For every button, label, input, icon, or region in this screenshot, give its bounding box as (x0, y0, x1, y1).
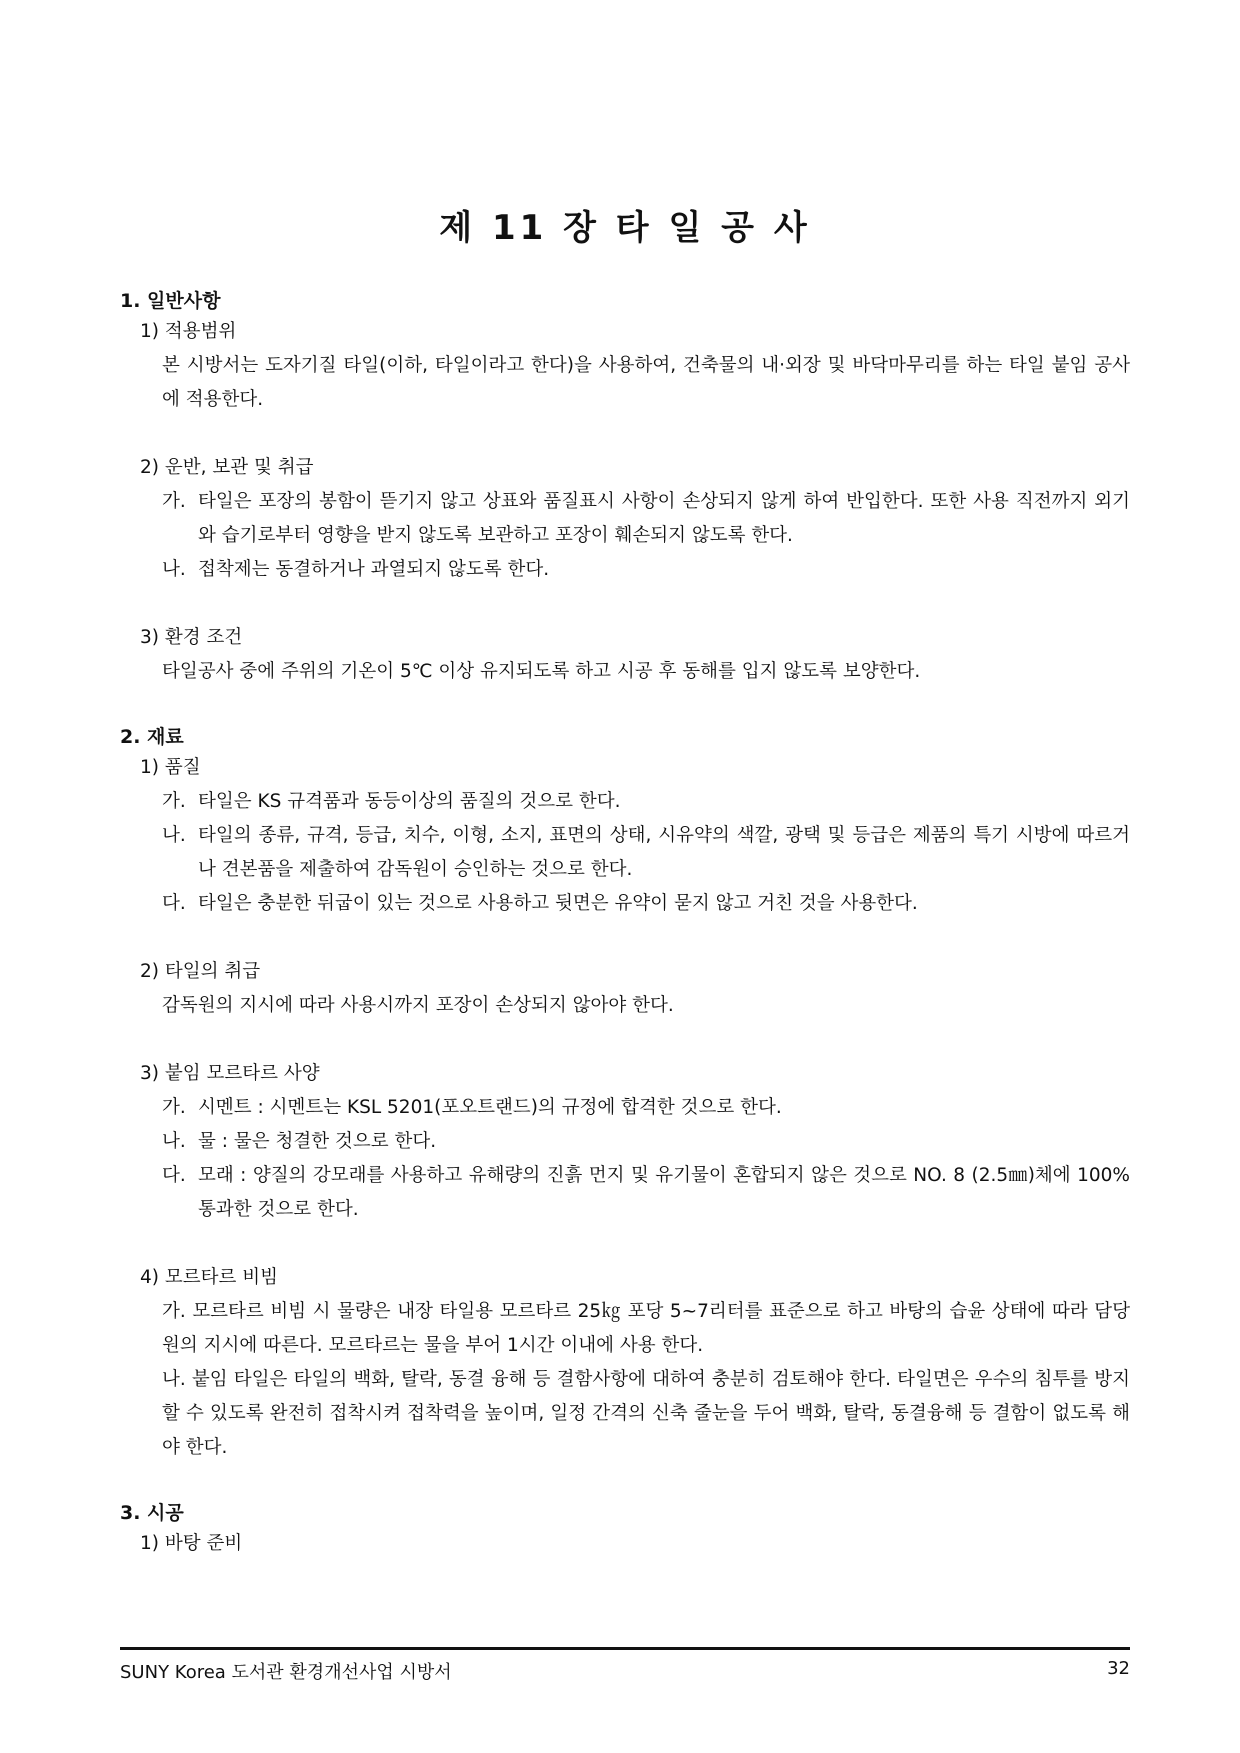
list-item (120, 785, 1130, 819)
subsection-heading-environment: 3) 환경 조건 (140, 627, 243, 648)
list-item (120, 887, 1130, 921)
list-item (120, 1295, 1130, 1363)
item-marker: 나. (162, 1369, 186, 1390)
page-number: 32 (1107, 1658, 1130, 1679)
item-marker: 다. (162, 893, 186, 914)
document-body (120, 287, 1130, 1561)
list-item (120, 1363, 1130, 1465)
item-marker: 나. (162, 825, 186, 846)
paragraph-environment: 타일공사 중에 주위의 기온이 5℃ 이상 유지되도록 하고 시공 후 동해를 입지 않도록 보양한다. (162, 661, 921, 682)
subsection-heading-tile-handling: 2) 타일의 취급 (140, 961, 261, 982)
item-marker: 나. (162, 1131, 186, 1152)
item-text: 타일의 종류, 규격, 등급, 치수, 이형, 소지, 표면의 상태, 시유약의 색깔, 광택 및 등급은 제품의 특기 시방에 따르거나 견본품을 제출하여 감독원이 승인하는 것으로 한다. (198, 825, 1130, 880)
item-text: 물 : 물은 청결한 것으로 한다. (198, 1131, 437, 1152)
list-item (120, 819, 1130, 887)
paragraph-scope: 본 시방서는 도자기질 타일(이하, 타일이라고 한다)을 사용하여, 건축물의 내·외장 및 바닥마무리를 하는 타일 붙임 공사에 적용한다. (162, 355, 1130, 410)
section-heading-construction: 3. 시공 (120, 1502, 184, 1524)
subsection-heading-substrate-prep: 1) 바탕 준비 (140, 1533, 243, 1554)
item-marker: 가. (162, 491, 186, 512)
item-text: 모르타르 비빔 시 물량은 내장 타일용 모르타르 25㎏ 포당 5~7리터를 표준으로 하고 바탕의 습윤 상태에 따라 담당원의 지시에 따른다. 모르타르는 물을 부어 1시간 이내에 사용 한다. (162, 1301, 1130, 1356)
item-text: 타일은 충분한 뒤굽이 있는 것으로 사용하고 뒷면은 유약이 묻지 않고 거친 것을 사용한다. (198, 893, 918, 914)
item-marker: 다. (162, 1165, 186, 1186)
item-text: 붙임 타일은 타일의 백화, 탈락, 동결 융해 등 결함사항에 대하여 충분히 검토해야 한다. 타일면은 우수의 침투를 방지 할 수 있도록 완전히 접착시켜 접착력을 높이며, 일정 간격의 신축 줄눈을 두어 백화, 탈락, 동결융해 등 결함이 없도록 해야 한다. (162, 1369, 1130, 1458)
footer-document-name: SUNY Korea 도서관 환경개선사업 시방서 (120, 1662, 452, 1683)
list-item (120, 1125, 1130, 1159)
item-marker: 가. (162, 1097, 186, 1118)
chapter-title: 제 11 장 타 일 공 사 (439, 208, 811, 248)
subsection-heading-scope: 1) 적용범위 (140, 321, 237, 342)
item-text: 타일은 포장의 봉함이 뜯기지 않고 상표와 품질표시 사항이 손상되지 않게 하여 반입한다. 또한 사용 직전까지 외기와 습기로부터 영향을 받지 않도록 보관하고 포장이 훼손되지 않도록 한다. (198, 491, 1130, 546)
list-item (120, 1091, 1130, 1125)
item-marker: 가. (162, 1301, 186, 1322)
section-heading-materials: 2. 재료 (120, 726, 184, 748)
subsection-heading-mortar-spec: 3) 붙임 모르타르 사양 (140, 1063, 320, 1084)
subsection-heading-handling: 2) 운반, 보관 및 취급 (140, 457, 314, 478)
list-item (120, 1159, 1130, 1227)
item-marker: 가. (162, 791, 186, 812)
item-text: 타일은 KS 규격품과 동등이상의 품질의 것으로 한다. (198, 791, 621, 812)
subsection-heading-mortar-mixing: 4) 모르타르 비빔 (140, 1267, 278, 1288)
section-heading-general: 1. 일반사항 (120, 290, 221, 312)
item-marker: 나. (162, 559, 186, 580)
footer-divider (120, 1647, 1130, 1650)
paragraph-tile-handling: 감독원의 지시에 따라 사용시까지 포장이 손상되지 않아야 한다. (162, 995, 674, 1016)
document-page (120, 0, 1130, 1753)
list-item (120, 485, 1130, 553)
item-text: 시멘트 : 시멘트는 KSL 5201(포오트랜드)의 규정에 합격한 것으로 한다. (198, 1097, 782, 1118)
item-text: 접착제는 동결하거나 과열되지 않도록 한다. (198, 559, 550, 580)
list-item (120, 553, 1130, 587)
item-text: 모래 : 양질의 강모래를 사용하고 유해량의 진흙 먼지 및 유기물이 혼합되지 않은 것으로 NO. 8 (2.5㎜)체에 100% 통과한 것으로 한다. (198, 1165, 1130, 1220)
subsection-heading-quality: 1) 품질 (140, 757, 201, 778)
